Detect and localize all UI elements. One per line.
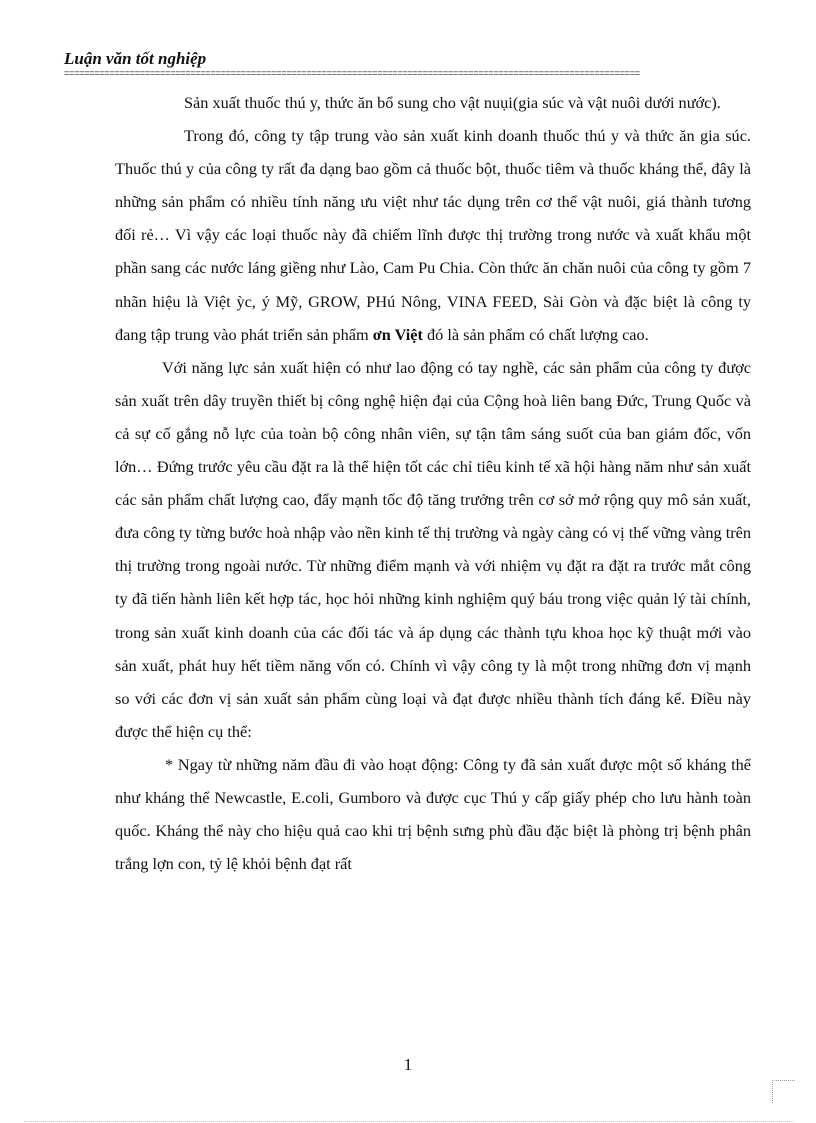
paragraph-4: * Ngay từ những năm đầu đi vào hoạt động: Công ty đã sản xuất được một số kháng thể như kháng thể Newcastle, E.coli, Gumboro và được cục Thú y cấp giấy phép cho lưu hành toàn quốc. Kháng thể này cho hiệu quả cao khi trị bệnh sưng phù đầu đặc biệt là phòng trị bệnh phân trắng lợn con, tỷ lệ khỏi bệnh đạt rất [115,754,751,874]
page-bottom-border [24,1121,794,1122]
page-corner-mark [772,1080,795,1103]
header-divider: ================================================================================================================== [64,69,640,79]
brand-name-bold: ơn Việt [372,324,423,344]
running-header-title: Luận văn tốt nghiệp [64,49,207,68]
paragraph-1: Sản xuất thuốc thú y, thức ăn bổ sung cho vật nuụi(gia súc và vật nuôi dưới nước). [184,93,721,112]
paragraph-2-text-end: đó là sản phẩm có chất lượng cao. [422,324,649,344]
document-body [115,86,751,880]
paragraph-2-text: Trong đó, công ty tập trung vào sản xuất kinh doanh thuốc thú y và thức ăn gia súc. Thuốc thú y của công ty rất đa dạng bao gồm cả thuốc bột, thuốc tiêm và thuốc kháng thể, đây là những sản phẩm có nhiều tính năng ưu việt như tác dụng trên cơ thể vật nuôi, giá thành tương đối rẻ… Vì vậy các loại thuốc này đã chiếm lĩnh được thị trường trong nước và xuất khẩu một phần sang các nước láng giềng như Lào, Cam Pu Chia. Còn thức ăn chăn nuôi của công ty gồm 7 nhãn hiệu là Việt ỳc, ý Mỹ, GROW, PHú Nông, VINA FEED, Sài Gòn và đặc biệt là công ty đang tập trung vào phát triển sản phẩm [115,126,751,344]
page-number: 1 [403,1055,413,1074]
paragraph-3: Với năng lực sản xuất hiện có như lao động có tay nghề, các sản phẩm của công ty được sản xuất trên dây truyền thiết bị công nghệ hiện đại của Cộng hoà liên bang Đức, Trung Quốc và cả sự cố gắng nỗ lực của toàn bộ công nhân viên, sự tận tâm sáng suốt của ban giám đốc, vốn lớn… Đứng trước yêu cầu đặt ra là thể hiện tốt các chỉ tiêu kinh tế xã hội hàng năm như sản xuất các sản phẩm chất lượng cao, đẩy mạnh tốc độ tăng trưởng trên cơ sở mở rộng quy mô sản xuất, đưa công ty từng bước hoà nhập vào nền kinh tế thị trường và ngày càng có vị thế vững vàng trên thị trường trong ngoài nước. Từ những điểm mạnh và với nhiệm vụ đặt ra đặt ra trước mắt công ty đã tiến hành liên kết hợp tác, học hỏi những kinh nghiệm quý báu trong việc quản lý tài chính, trong sản xuất kinh doanh của các đối tác và áp dụng các thành tựu khoa học kỹ thuật mới vào sản xuất, phát huy hết tiềm năng vốn có. Chính vì vậy công ty là một trong những đơn vị mạnh so với các đơn vị sản xuất sản phẩm cùng loại và đạt được nhiều thành tích đáng kể. Điều này được thể hiện cụ thể: [115,357,752,741]
paragraph-2 [115,119,751,351]
